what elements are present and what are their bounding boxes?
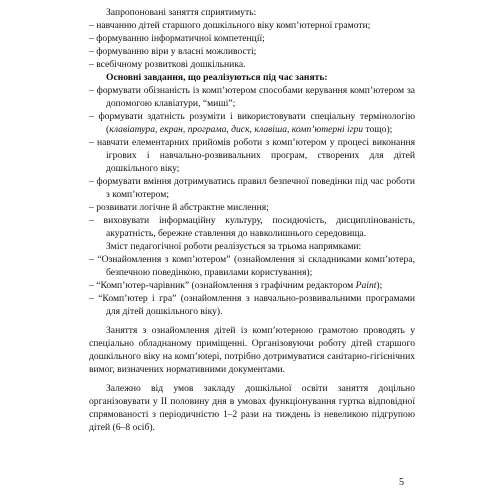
direction-paint: Paint: [355, 280, 377, 291]
task-item: – формувати вміння дотримуватись правил безпечної поведінки під час роботи з комп’ютером;: [89, 176, 415, 200]
direction-text-end: );: [376, 280, 383, 291]
task-text: – формувати здатність розуміти і використовувати спеціальну термінологію (: [89, 111, 415, 135]
tasks-heading: Основні завдання, що реалізуються під час занять:: [106, 72, 328, 83]
direction-text: – “Комп’ютер-чарівник” (ознайомлення з графічним редактором: [89, 280, 356, 291]
intro-line: Запропоновані заняття сприятимуть:: [106, 7, 257, 18]
paragraph-schedule: Залежно від умов закладу дошкільної освіти заняття доцільно організовувати у II половину дня в умовах функціонування гуртка відповідної спрямованості з періодичністю 1–2 рази на тиждень із невеликою підгрупою дітей (6–8 осіб).: [89, 383, 415, 433]
benefit-item: – навчанню дітей старшого дошкільного віку комп’ютерної грамоти;: [89, 20, 371, 31]
paragraph-room: Заняття з ознайомлення дітей із комп’ютерною грамотою проводять у спеціально обладнаному приміщенні. Організовуючи роботу дітей старшого дошкільного віку на комп’юteрі, потрібно дотримуватися санітарно-гігієнічних вимог, визначених нормативними документами.: [89, 325, 415, 375]
page-body: [89, 6, 415, 434]
task-item: – виховувати інформаційну культуру, посидючість, дисциплінованість, акуратність, бережне ставлення до навколишнього середовища.: [89, 215, 415, 239]
benefit-item: – формуванню інформатичної компетенції;: [89, 33, 265, 44]
benefit-item: – формуванню віри у власні можливості;: [89, 46, 257, 57]
task-text-end: тощо);: [363, 124, 393, 135]
direction-item: – “Ознайомлення з комп’ютером” (ознайомлення зі складниками комп’ютера, безпечною поведінкою, правилами користування);: [89, 254, 415, 278]
page-number: 5: [399, 477, 404, 488]
direction-item: [89, 279, 415, 292]
benefit-item: – всебічному розвиткові дошкільника.: [89, 59, 246, 70]
task-terms: клавіатура, екран, програма, диск, клавіша, комп’ютерні ігри: [109, 124, 364, 135]
task-item: – формувати обізнаність із комп’ютером способами керування комп’ютером за допомогою клавіатури, “миші”;: [89, 85, 415, 109]
content-intro: Зміст педагогічної роботи реалізується за трьома напрямками:: [106, 241, 362, 252]
task-item: [89, 110, 415, 136]
task-item: – навчати елементарних прийомів роботи з комп’ютером у процесі виконання ігрових і навчально-розвивальних програм, створених для дітей дошкільного віку;: [89, 137, 415, 174]
direction-item: – “Комп’ютер і гра” (ознайомлення з навчально-розвивальними програмами для дітей дошкільного віку).: [89, 293, 415, 317]
task-item: – розвивати логічне й абстрактне мислення;: [89, 202, 269, 213]
